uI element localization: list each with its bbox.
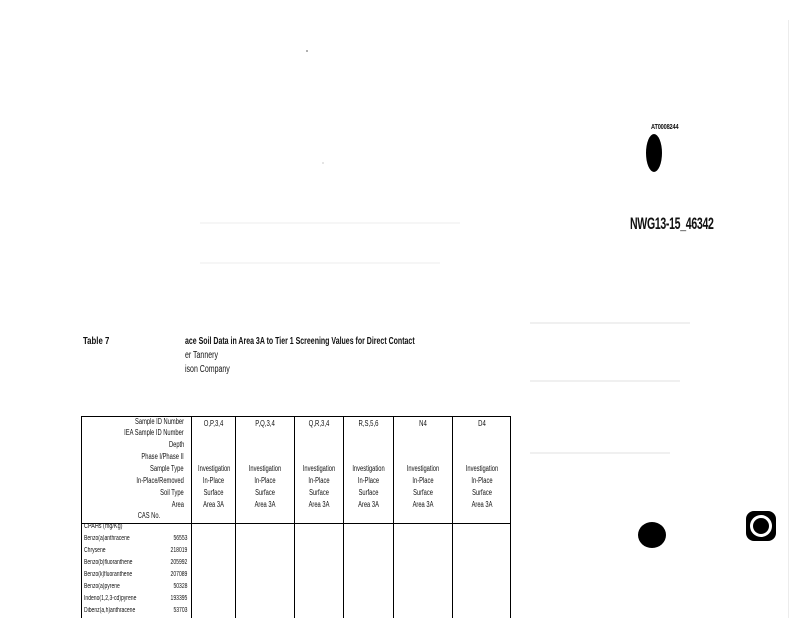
row-label-area: Area	[171, 500, 184, 509]
table-column-divider	[235, 417, 236, 618]
scan-speck	[306, 50, 308, 52]
column-sample-type: Investigation	[406, 464, 440, 473]
table-header-divider	[82, 523, 510, 524]
row-label-cas-no: CAS No.	[137, 511, 160, 520]
row-label-iea-sample-id: IEA Sample ID Number	[124, 428, 184, 437]
row-label-soil-type: Soil Type	[160, 488, 184, 497]
analyte-cas: 50328	[172, 583, 187, 590]
column-in-place: In-Place	[357, 476, 380, 485]
column-soil-type: Surface	[255, 488, 275, 497]
faint-bleed-line	[200, 262, 440, 264]
analyte-name: Benzo(a)pyrene	[84, 583, 120, 590]
analyte-cas: 56553	[172, 535, 187, 542]
faint-bleed-line	[530, 452, 670, 454]
column-in-place: In-Place	[202, 476, 225, 485]
column-in-place: In-Place	[412, 476, 434, 485]
column-in-place: In-Place	[471, 476, 493, 485]
table-title-line-3: ison Company	[185, 364, 230, 375]
analyte-name: Dibenz(a,h)anthracene	[84, 607, 136, 614]
column-area: Area 3A	[254, 500, 276, 509]
punch-hole	[638, 522, 666, 548]
column-sample-id: R,S,5,6	[358, 419, 379, 428]
scan-speck	[322, 162, 324, 164]
punch-ring-core	[753, 518, 769, 534]
column-area: Area 3A	[412, 500, 434, 509]
faint-bleed-line	[200, 222, 460, 224]
column-area: Area 3A	[358, 500, 379, 509]
column-soil-type: Surface	[203, 488, 224, 497]
column-soil-type: Surface	[309, 488, 329, 497]
analyte-name: Chrysene	[84, 547, 106, 554]
column-sample-id: N4	[419, 419, 427, 428]
punch-ring-inner	[750, 515, 772, 537]
table-column-divider	[393, 417, 394, 618]
analyte-cas: 205992	[170, 559, 187, 566]
analyte-name: Benzo(a)anthracene	[84, 535, 130, 542]
column-sample-type: Investigation	[198, 464, 231, 473]
column-soil-type: Surface	[472, 488, 492, 497]
column-sample-id: O,P,3,4	[203, 419, 224, 428]
row-label-sample-type: Sample Type	[150, 464, 184, 473]
column-in-place: In-Place	[254, 476, 276, 485]
data-table	[81, 416, 511, 618]
column-sample-type: Investigation	[465, 464, 499, 473]
column-sample-id: P,Q,3,4	[255, 419, 275, 428]
stamp-mark	[646, 134, 662, 172]
analyte-name: Benzo(b)fluoranthene	[84, 559, 133, 566]
column-sample-id: Q,R,3,4	[308, 419, 330, 428]
table-column-divider	[343, 417, 344, 618]
table-title-line-2: er Tannery	[185, 350, 218, 361]
column-sample-id: D4	[478, 419, 486, 428]
row-label-depth: Depth	[168, 440, 184, 449]
analyte-cas: 207089	[170, 571, 187, 578]
faint-bleed-line	[530, 322, 690, 324]
punch-ring	[746, 511, 776, 541]
table-number: Table 7	[83, 336, 110, 347]
column-soil-type: Surface	[413, 488, 433, 497]
column-area: Area 3A	[471, 500, 493, 509]
table-title-line-1: ace Soil Data in Area 3A to Tier 1 Screening Values for Direct Contact	[185, 336, 415, 347]
analyte-name: Indeno(1,2,3-cd)pyrene	[84, 595, 137, 602]
row-label-phase: Phase I/Phase II	[141, 452, 184, 461]
page-edge-shadow	[788, 20, 789, 618]
table-column-divider	[191, 417, 192, 618]
analyte-cas: 53703	[172, 607, 187, 614]
column-soil-type: Surface	[358, 488, 379, 497]
analyte-cas: 218019	[170, 547, 187, 554]
column-sample-type: Investigation	[352, 464, 385, 473]
row-label-in-place-removed: In-Place/Removed	[136, 476, 184, 485]
analyte-name: Benzo(k)fluoranthene	[84, 571, 133, 578]
units-label: CPAHs (mg/Kg)	[84, 523, 123, 530]
column-area: Area 3A	[203, 500, 224, 509]
column-sample-type: Investigation	[302, 464, 336, 473]
table-column-divider	[452, 417, 453, 618]
row-label-sample-id: Sample ID Number	[135, 417, 184, 426]
faint-bleed-line	[530, 380, 680, 382]
table-column-divider	[294, 417, 295, 618]
column-area: Area 3A	[308, 500, 330, 509]
stamp-code: AT0008244	[651, 124, 679, 131]
analyte-cas: 193395	[170, 595, 187, 602]
document-id: NWG13-15_46342	[630, 214, 714, 233]
column-in-place: In-Place	[308, 476, 330, 485]
column-sample-type: Investigation	[248, 464, 282, 473]
